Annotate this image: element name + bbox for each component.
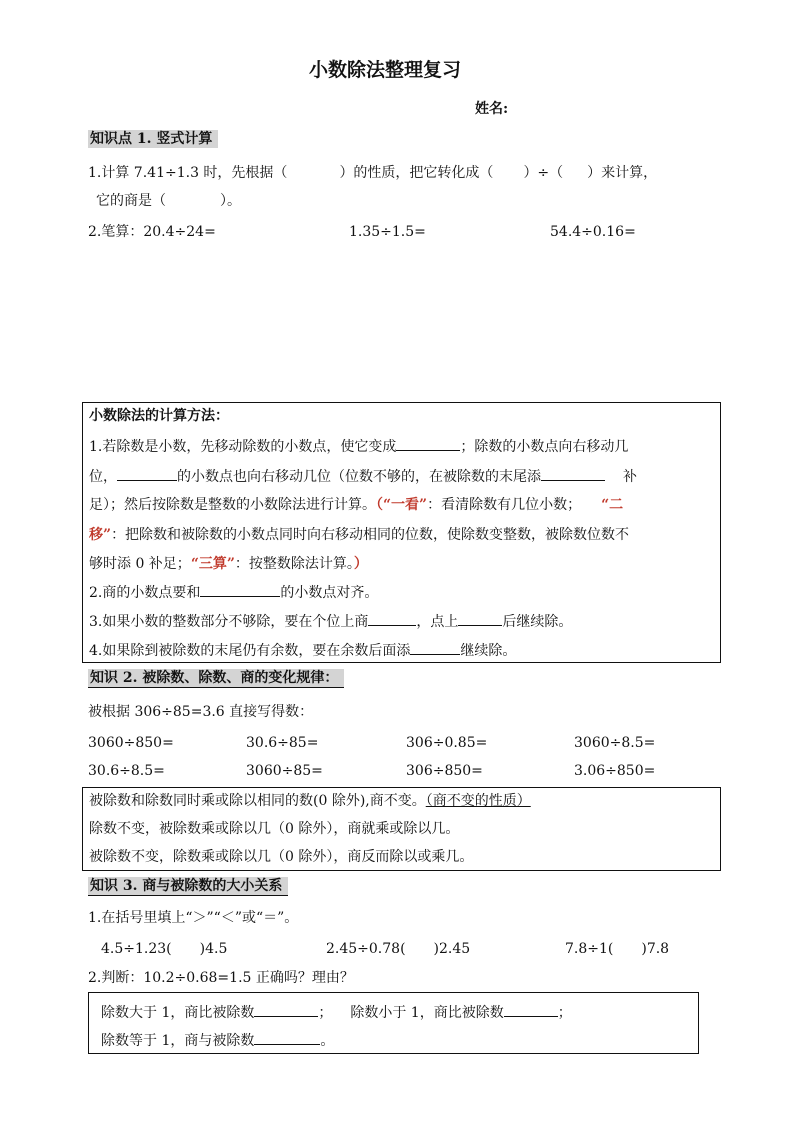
method-blank-6[interactable] [458, 611, 502, 626]
method-line5 [89, 554, 368, 574]
s2-r1-c1: 3060÷850= [88, 735, 174, 751]
s2-r1-c2: 30.6÷85= [246, 735, 319, 751]
method-l5-d: ） [353, 556, 368, 572]
relation-box [88, 992, 699, 1054]
method-l1-a: 1.若除数是小数，先移动除数的小数点，使它变成 [89, 439, 397, 455]
method-l2-c: 补 [623, 469, 637, 485]
method-l4-b: ：把除数和被除数的小数点同时向右移动相同的位数，使除数变整数，被除数位数不 [111, 527, 630, 543]
s2-r1-c3: 306÷0.85= [406, 735, 488, 751]
relation-blank-3[interactable] [254, 1030, 320, 1045]
rule2: 除数不变，被除数乘或除以几（0 除外），商就乘或除以几。 [89, 821, 460, 837]
name-label: 姓名: [475, 101, 509, 117]
method-l3-b: （“一看” [376, 497, 428, 513]
method-heading: 小数除法的计算方法： [89, 408, 229, 424]
rules-box [82, 787, 721, 871]
section3-q2: 2.判断：10.2÷0.68=1.5 正确吗？理由？ [88, 970, 354, 986]
relation-b1-b: ； [318, 1005, 333, 1021]
relation-line1 [101, 1002, 572, 1023]
q1-text-a: 1.计算 7.41÷1.3 时，先根据（ [88, 165, 288, 181]
section3-q1: 1.在括号里填上“＞”“＜”或“＝”。 [88, 910, 299, 926]
method-l3-a: 足）；然后按除数是整数的小数除法进行计算。 [89, 497, 376, 513]
method-blank-1[interactable] [396, 436, 460, 451]
method-l2-b: 的小数点也向右移动几位（位数不够的，在被除数的末尾添 [177, 469, 541, 485]
method-l7-b: ，点上 [416, 614, 459, 630]
page-title: 小数除法整理复习 [309, 59, 462, 81]
section1-q1 [88, 163, 657, 183]
method-line8 [89, 640, 516, 661]
method-l3-c: ：看清除数有几位小数； [427, 497, 582, 513]
method-blank-2[interactable] [117, 466, 177, 481]
relation-b2-a: 除数等于 1，商与被除数 [101, 1033, 255, 1049]
method-l2-a: 位， [89, 469, 117, 485]
rule1 [89, 791, 531, 811]
method-l5-c: ：按整数除法计算。 [234, 556, 354, 572]
relation-b2-b: 。 [320, 1033, 335, 1049]
q1-line2-b: ）。 [220, 193, 241, 209]
section1-q2-c: 54.4÷0.16= [550, 224, 636, 240]
method-l1-b: ；除数的小数点向右移动几 [460, 439, 629, 455]
s2-r2-c2: 3060÷85= [246, 763, 323, 779]
section1-q1-line2 [96, 191, 241, 211]
section1-heading-text: 知识点 1. 竖式计算 [88, 130, 218, 148]
method-blank-5[interactable] [368, 611, 416, 626]
relation-b1-c: 除数小于 1，商比被除数 [350, 1005, 504, 1021]
method-l5-a: 够时添 0 补足； [89, 556, 191, 572]
q1-text-b: ）的性质，把它转化成（ [339, 165, 494, 181]
rule1-b: （商不变的性质） [425, 793, 531, 809]
s2-r2-c4: 3.06÷850= [574, 763, 656, 779]
section1-heading [88, 129, 218, 149]
method-l6-a: 2.商的小数点要和 [89, 585, 201, 601]
method-l7-a: 3.如果小数的整数部分不够除，要在个位上商 [89, 614, 369, 630]
relation-blank-1[interactable] [254, 1002, 318, 1017]
relation-blank-2[interactable] [504, 1002, 558, 1017]
section3-heading [88, 876, 288, 896]
method-l7-c: 后继续除。 [502, 614, 573, 630]
q1-line2-a: 它的商是（ [96, 193, 166, 209]
method-line6 [89, 582, 378, 603]
method-l5-b: “三算” [190, 556, 235, 572]
relation-b1-d: ； [557, 1005, 572, 1021]
section1-q2-b: 1.35÷1.5= [349, 224, 426, 240]
method-l8-b: 继续除。 [460, 643, 517, 659]
method-box [82, 402, 721, 663]
section2-intro: 被根据 306÷85=3.6 直接写得数： [88, 704, 314, 720]
rule3: 被除数不变，除数乘或除以几（0 除外），商反而除以或乘几。 [89, 849, 474, 865]
q1-text-d: ）来计算， [587, 165, 658, 181]
relation-b1-a: 除数大于 1，商比被除数 [101, 1005, 255, 1021]
s2-r2-c1: 30.6÷8.5= [88, 763, 165, 779]
compare-1[interactable]: 4.5÷1.23( )4.5 [101, 941, 228, 957]
method-l3-d: “二 [601, 497, 624, 513]
method-l6-b: 的小数点对齐。 [280, 585, 379, 601]
method-line3 [89, 495, 623, 515]
compare-3[interactable]: 7.8÷1( )7.8 [565, 941, 670, 957]
compare-2[interactable]: 2.45÷0.78( )2.45 [326, 941, 471, 957]
method-line4 [89, 525, 629, 545]
section2-heading [88, 668, 344, 688]
q1-text-c: ）÷（ [523, 165, 564, 181]
section1-q2: 2.笔算：20.4÷24= [88, 224, 216, 240]
s2-r2-c3: 306÷850= [406, 763, 483, 779]
rule1-a: 被除数和除数同时乘或除以相同的数(0 除外),商不变。 [89, 793, 426, 809]
method-blank-4[interactable] [200, 582, 280, 597]
method-l4-a: 移” [89, 527, 112, 543]
method-blank-7[interactable] [410, 640, 460, 655]
method-blank-3[interactable] [541, 466, 605, 481]
s2-r1-c4: 3060÷8.5= [574, 735, 656, 751]
section3-heading-text: 知识 3. 商与被除数的大小关系 [88, 877, 288, 896]
method-line7 [89, 611, 572, 632]
method-l8-a: 4.如果除到被除数的末尾仍有余数，要在余数后面添 [89, 643, 411, 659]
method-line1 [89, 436, 628, 457]
section2-heading-text: 知识 2. 被除数、除数、商的变化规律： [88, 669, 344, 688]
method-line2 [89, 466, 637, 487]
relation-line2 [101, 1030, 334, 1051]
